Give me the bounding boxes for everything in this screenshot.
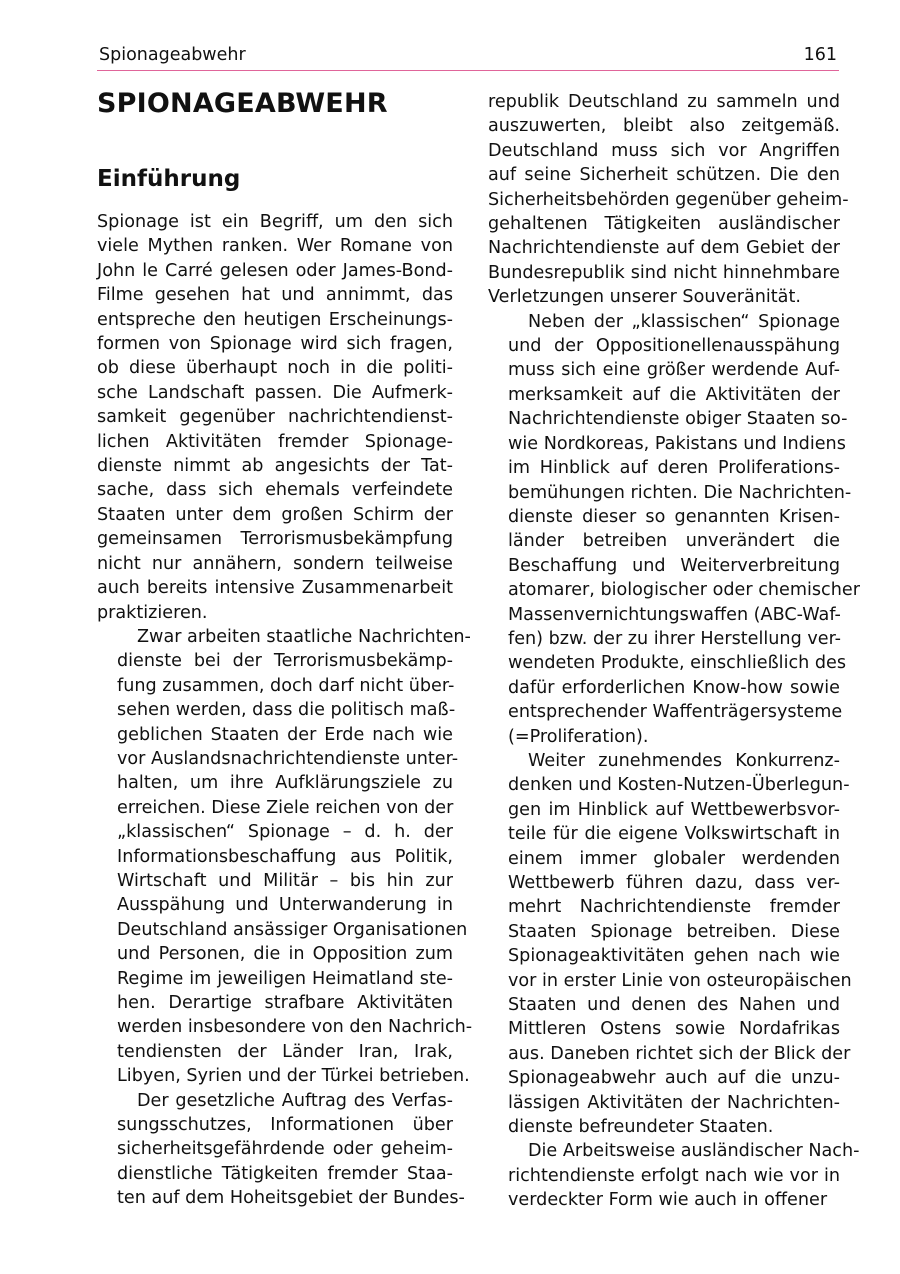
- text-line: Wirtschaft und Militär – bis hin zur: [117, 870, 453, 891]
- text-line: entspreche den heutigen Erscheinungs-: [97, 309, 453, 330]
- page-number: 161: [803, 45, 837, 65]
- text-line: gen im Hinblick auf Wettbewerbsvor-: [508, 799, 840, 820]
- paragraph: [97, 625, 473, 1089]
- text-line: vor Auslandsnachrichtendienste unter-: [117, 748, 459, 769]
- text-line: Ausspähung und Unterwanderung in: [117, 895, 453, 916]
- running-header: [97, 44, 839, 71]
- text-line: einem immer globaler werdenden: [508, 848, 840, 869]
- text-line: Mittleren Ostens sowie Nordafrikas: [508, 1019, 840, 1040]
- text-line: Deutschland ansässiger Organisationen: [117, 919, 468, 940]
- paragraph: [488, 90, 849, 310]
- text-line: hen. Derartige strafbare Aktivitäten: [117, 993, 453, 1013]
- text-line: richtendienste erfolgt nach wie vor in: [508, 1165, 840, 1186]
- text-line: im Hinblick auf deren Proliferations-: [508, 458, 840, 479]
- text-line: werden insbesondere von den Nachrich-: [117, 1017, 473, 1038]
- text-line: Spionageaktivitäten gehen nach wie: [508, 946, 840, 967]
- text-line: John le Carré gelesen oder James-Bond-: [97, 260, 453, 281]
- text-line: Beschaffung und Weiterverbreitung: [508, 555, 840, 576]
- paragraph: [97, 210, 453, 625]
- text-line: Die Arbeitsweise ausländischer Nach-: [528, 1141, 860, 1162]
- text-line: bemühungen richten. Die Nachrichten-: [508, 482, 852, 503]
- text-line: nicht nur annähern, sondern teilweise: [97, 553, 453, 574]
- text-line: auszuwerten, bleibt also zeitgemäß.: [488, 116, 840, 137]
- text-line: Weiter zunehmendes Konkurrenz-: [528, 750, 840, 771]
- text-line: ten auf dem Hoheitsgebiet der Bundes-: [117, 1188, 465, 1209]
- text-line: Der gesetzliche Auftrag des Verfas-: [137, 1090, 453, 1111]
- text-line: verdeckter Form wie auch in offener: [508, 1190, 828, 1211]
- text-line: dienste bei der Terrorismusbekämp-: [117, 651, 453, 672]
- text-line: und Personen, die in Opposition zum: [117, 944, 453, 965]
- text-line: dienste befreundeter Staaten.: [508, 1117, 774, 1138]
- text-line: viele Mythen ranken. Wer Romane von: [97, 236, 453, 257]
- text-line: Spionageabwehr auch auf die unzu-: [508, 1068, 840, 1089]
- text-line: halten, um ihre Aufklärungsziele zu: [117, 773, 453, 794]
- text-line: wie Nordkoreas, Pakistans und Indiens: [508, 433, 846, 454]
- text-line: formen von Spionage wird sich fragen,: [97, 334, 453, 355]
- text-line: teile für die eigene Volkswirtschaft in: [508, 824, 840, 845]
- paragraph: [488, 1139, 860, 1212]
- text-line: denken und Kosten-Nutzen-Überlegun-: [508, 775, 850, 796]
- left-column: [97, 84, 473, 1211]
- text-line: (=Proliferation).: [508, 726, 649, 747]
- text-line: aus. Daneben richtet sich der Blick der: [508, 1043, 851, 1064]
- text-line: Informationsbeschaffung aus Politik,: [117, 846, 453, 867]
- text-line: mehrt Nachrichtendienste fremder: [508, 897, 840, 918]
- page-title: SPIONAGEABWEHR: [97, 88, 388, 119]
- text-line: sche Landschaft passen. Die Aufmerk-: [97, 382, 453, 403]
- text-line: Staaten und denen des Nahen und: [508, 995, 840, 1016]
- left-column-body: [97, 210, 473, 1211]
- text-line: Filme gesehen hat und annimmt, das: [97, 285, 453, 306]
- text-line: sehen werden, dass die politisch maß-: [117, 700, 456, 721]
- text-line: sicherheitsgefährdende oder geheim-: [117, 1139, 453, 1160]
- paragraph: [488, 310, 860, 749]
- text-line: lässigen Aktivitäten der Nachrichten-: [508, 1092, 840, 1113]
- text-line: dienste dieser so genannten Krisen-: [508, 506, 840, 527]
- text-line: atomarer, biologischer oder chemischer: [508, 580, 860, 601]
- text-line: Wettbewerb führen dazu, dass ver-: [508, 873, 840, 893]
- text-line: Spionage ist ein Begriff, um den sich: [97, 212, 453, 232]
- text-line: erreichen. Diese Ziele reichen von der: [117, 797, 454, 818]
- text-line: praktizieren.: [97, 602, 208, 623]
- text-line: Deutschland muss sich vor Angriffen: [488, 140, 840, 161]
- paragraph: [488, 749, 852, 1140]
- running-header-section: Spionageabwehr: [99, 45, 246, 65]
- text-line: Verletzungen unserer Souveränität.: [488, 287, 801, 308]
- text-line: muss sich eine größer werdende Auf-: [508, 360, 840, 381]
- text-line: Sicherheitsbehörden gegenüber geheim-: [488, 189, 849, 210]
- text-line: fen) bzw. der zu ihrer Herstellung ver-: [508, 628, 842, 649]
- text-line: auf seine Sicherheit schützen. Die den: [488, 165, 840, 186]
- text-line: republik Deutschland zu sammeln und: [488, 92, 840, 112]
- text-line: wendeten Produkte, einschließlich des: [508, 653, 847, 674]
- text-line: Neben der „klassischen“ Spionage: [528, 311, 840, 332]
- text-line: gemeinsamen Terrorismusbekämpfung: [97, 529, 453, 550]
- text-line: vor in erster Linie von osteuropäischen: [508, 970, 852, 991]
- subheading: Einführung: [97, 166, 241, 192]
- text-line: geblichen Staaten der Erde nach wie: [117, 724, 453, 745]
- text-line: Nachrichtendienste auf dem Gebiet der: [488, 238, 840, 259]
- text-line: länder betreiben unverändert die: [508, 531, 840, 552]
- text-line: samkeit gegenüber nachrichtendienst-: [97, 407, 453, 428]
- text-line: Massenvernichtungswaffen (ABC-Waf-: [508, 604, 841, 625]
- text-line: Staaten Spionage betreiben. Diese: [508, 921, 840, 942]
- text-line: Staaten unter dem großen Schirm der: [97, 504, 453, 525]
- text-line: dienstliche Tätigkeiten fremder Staa-: [117, 1163, 453, 1184]
- right-column-body: [488, 90, 860, 1213]
- text-line: auch bereits intensive Zusammenarbeit: [97, 578, 453, 599]
- text-line: merksamkeit auf die Aktivitäten der: [508, 384, 840, 405]
- text-line: Nachrichtendienste obiger Staaten so-: [508, 409, 848, 430]
- text-line: fung zusammen, doch darf nicht über-: [117, 675, 455, 696]
- text-line: sungsschutzes, Informationen über: [117, 1115, 453, 1136]
- text-line: lichen Aktivitäten fremder Spionage-: [97, 431, 453, 452]
- text-line: „klassischen“ Spionage – d. h. der: [117, 822, 453, 843]
- text-line: entsprechender Waffenträgersysteme: [508, 702, 843, 723]
- text-line: gehaltenen Tätigkeiten ausländischer: [488, 214, 840, 235]
- text-line: dienste nimmt ab angesichts der Tat-: [97, 456, 453, 477]
- text-line: und der Oppositionellenausspähung: [508, 336, 840, 357]
- text-line: sache, dass sich ehemals verfeindete: [97, 480, 453, 501]
- text-line: Bundesrepublik sind nicht hinnehmbare: [488, 262, 840, 283]
- text-line: tendiensten der Länder Iran, Irak,: [117, 1041, 453, 1062]
- text-line: dafür erforderlichen Know-how sowie: [508, 677, 840, 698]
- text-line: ob diese überhaupt noch in die politi-: [97, 358, 453, 379]
- paragraph: [97, 1089, 465, 1211]
- text-line: Libyen, Syrien und der Türkei betrieben.: [117, 1066, 470, 1087]
- text-line: Zwar arbeiten staatliche Nachrichten-: [137, 626, 471, 647]
- right-column: [488, 90, 860, 1213]
- text-line: Regime im jeweiligen Heimatland ste-: [117, 968, 453, 989]
